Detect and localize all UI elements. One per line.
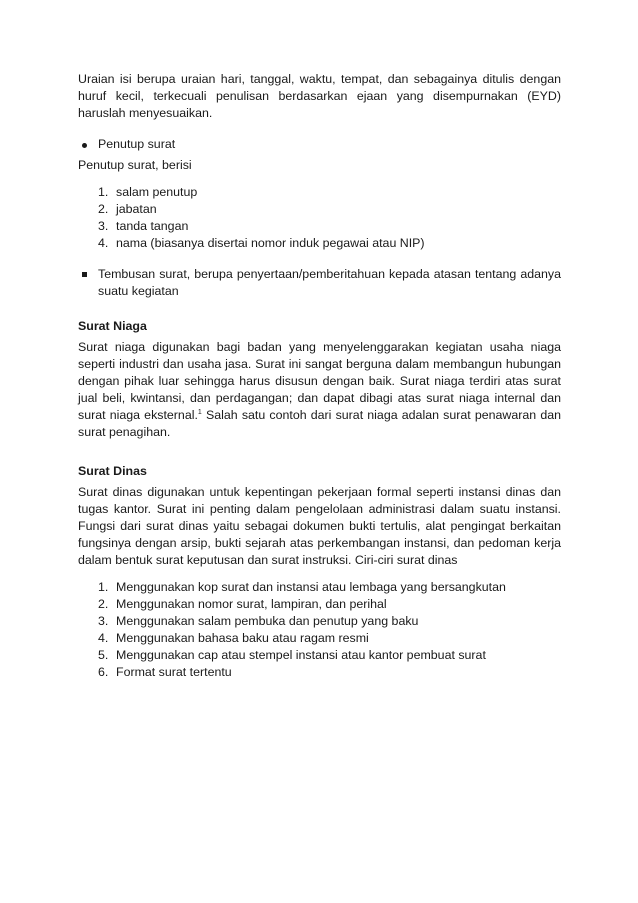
document-page — [78, 71, 561, 681]
surat-dinas-paragraph: Surat dinas digunakan untuk kepentingan pekerjaan formal seperti instansi dinas dan tugas kantor. Surat ini penting dalam pengelolaan administrasi dalam suatu instansi. Fungsi dari surat dinas yaitu sebagai dokumen bukti tertulis, alat pengingat berkaitan fungsinya dengan arsip, bukti sejarah atas perkembangan instansi, dan pedoman kerja dalam bentuk surat keputusan dan surat instruksi. Ciri-ciri surat dinas — [78, 485, 561, 567]
list-item — [78, 235, 561, 252]
list-item-text: nama (biasanya disertai nomor induk pegawai atau NIP) — [116, 236, 425, 250]
list-item — [78, 218, 561, 235]
section-heading-surat-dinas: Surat Dinas — [78, 464, 147, 478]
list-item-text: jabatan — [116, 202, 157, 216]
list-item — [78, 201, 561, 218]
list-number: 1. — [98, 185, 109, 199]
list-item-text: Menggunakan salam pembuka dan penutup yang baku — [116, 614, 419, 628]
list-number: 3. — [98, 219, 109, 233]
list-item-text: salam penutup — [116, 185, 198, 199]
list-item — [78, 613, 561, 630]
list-item-text: Menggunakan nomor surat, lampiran, dan perihal — [116, 597, 387, 611]
list-item — [78, 647, 561, 664]
bullet-tembusan-surat — [78, 266, 561, 300]
footnote-marker[interactable]: 1 — [197, 409, 202, 416]
list-number: 2. — [98, 202, 109, 216]
list-item — [78, 596, 561, 613]
list-item — [78, 184, 561, 201]
bullet-penutup-surat — [78, 136, 561, 153]
penutup-lead-text: Penutup surat, berisi — [78, 158, 192, 172]
paragraph-text: Surat niaga digunakan bagi badan yang menyelenggarakan kegiatan usaha niaga seperti industri dan usaha jasa. Surat ini sangat berguna dalam membangun hubungan dengan pihak luar sehingga harus disusun dengan baik. Surat niaga terdiri atas surat jual beli, kwintansi, dan perdagangan; dan dapat dibagi atas surat niaga internal dan surat niaga eksternal. — [78, 340, 561, 422]
penutup-numbered-list — [78, 184, 561, 252]
list-item — [78, 630, 561, 647]
list-item-text: Menggunakan kop surat dan instansi atau lembaga yang bersangkutan — [116, 580, 506, 594]
list-number: 4. — [98, 236, 109, 250]
round-bullet-icon — [78, 136, 98, 153]
list-number: 1. — [98, 580, 109, 594]
list-number: 5. — [98, 648, 109, 662]
dinas-numbered-list — [78, 579, 561, 681]
list-item-text: Menggunakan cap atau stempel instansi atau kantor pembuat surat — [116, 648, 486, 662]
list-number: 2. — [98, 597, 109, 611]
surat-niaga-paragraph — [78, 339, 561, 441]
list-item-text: Menggunakan bahasa baku atau ragam resmi — [116, 631, 369, 645]
square-bullet-icon — [78, 266, 98, 283]
list-item — [78, 664, 561, 681]
list-item-text: tanda tangan — [116, 219, 189, 233]
list-number: 4. — [98, 631, 109, 645]
section-heading-surat-niaga: Surat Niaga — [78, 319, 147, 333]
bullet-label: Penutup surat — [98, 137, 176, 151]
paragraph-text: Salah satu contoh dari surat niaga adalan surat penawaran dan surat penagihan. — [78, 408, 561, 439]
list-item-text: Format surat tertentu — [116, 665, 232, 679]
list-item — [78, 579, 561, 596]
intro-paragraph: Uraian isi berupa uraian hari, tanggal, waktu, tempat, dan sebagainya ditulis dengan huruf kecil, terkecuali penulisan berdasarkan ejaan yang disempurnakan (EYD) haruslah menyesuaikan. — [78, 72, 561, 120]
bullet-label: Tembusan surat, berupa penyertaan/pemberitahuan kepada atasan tentang adanya suatu kegiatan — [98, 267, 561, 298]
list-number: 3. — [98, 614, 109, 628]
list-number: 6. — [98, 665, 109, 679]
